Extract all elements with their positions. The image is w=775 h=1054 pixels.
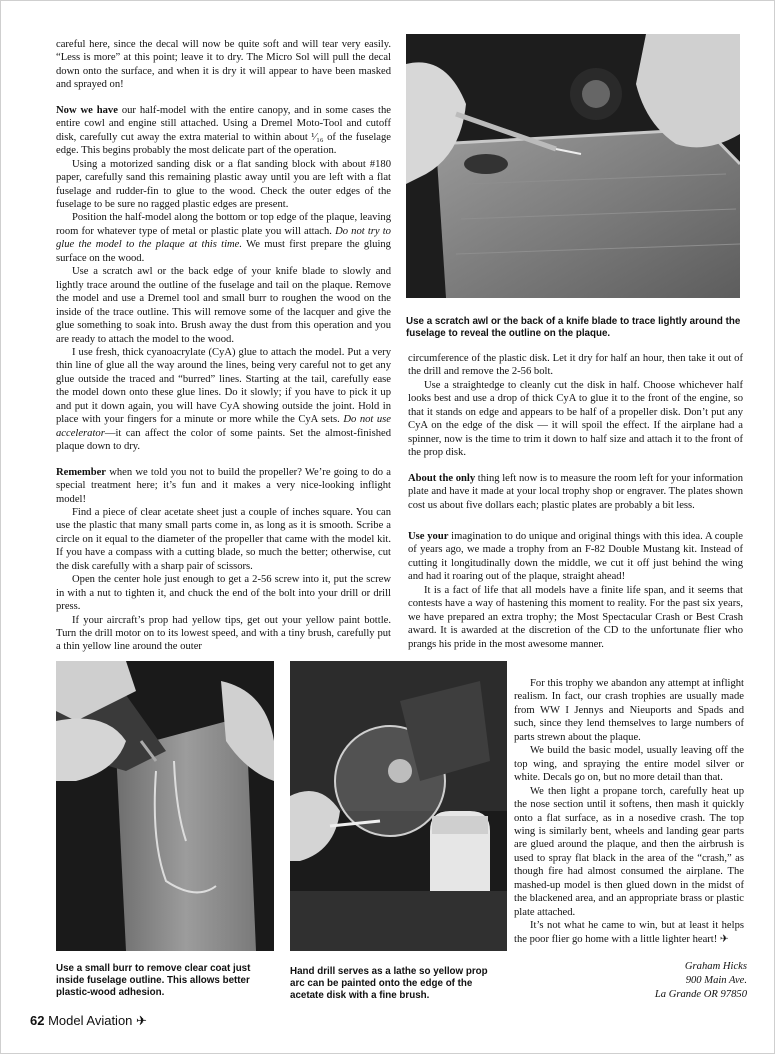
magazine-title: Model Aviation ✈ (48, 1013, 147, 1028)
paragraph-text: —it can affect the color of some paints. Set the almost-finished plaque down to dry. (56, 427, 391, 453)
section-lead: Use your (408, 530, 449, 542)
photo-illustration (406, 34, 740, 298)
paragraph: Open the center hole just enough to get a 2-56 screw into it, put the screw in with a nut to tighten it, and chuck the end of the bolt into your drill or drill press. (56, 574, 391, 613)
photo-illustration (290, 661, 507, 951)
caption-bottom-middle: Hand drill serves as a lathe so yellow prop arc can be painted onto the edge of the acetate disk with a fine brush. (290, 966, 488, 1001)
paragraph: Find a piece of clear acetate sheet just a couple of inches square. You can use the plastic that many small parts come in, as long as it is smooth. Scribe a circle on it equal to the diameter of the propeller that came with the model kit. If you have a compass with a cutting blade, so much the better; otherwise, cut the disk carefully with a sharp pair of scissors. (56, 506, 391, 572)
caption-top-right: Use a scratch awl or the back of a knife blade to trace lightly around the fuselage to reveal the outline on the plaque. (406, 316, 741, 339)
author-street: 900 Main Ave. (685, 974, 747, 986)
narrow-column (514, 677, 744, 946)
photo-scratch-awl (406, 34, 740, 298)
paragraph: We build the basic model, usually leaving off the top wing, and spraying the entire model silver or white. Decals go on, but no more detail than that. (514, 745, 744, 784)
page-footer (30, 1013, 147, 1029)
paragraph: careful here, since the decal will now be quite soft and will tear very easily. “Less is more” at this point; leave it to dry. The Micro Sol will pull the decal down onto the surface, and when it is dry it will appear to have been masked and sprayed on! (56, 39, 391, 91)
paragraph: It is a fact of life that all models have a finite life span, and it seems that contests have a way of hastening this moment to reality. For the past six years, we have prepared an extra trophy; the Most Spectacular Crash or Best Crash award. It is awarded at the discretion of the CD to the unfortunate flier who prangs his pride in the most awesome manner. (408, 584, 743, 650)
paragraph (56, 104, 391, 158)
paragraph: Use a scratch awl or the back edge of your knife blade to slowly and lightly trace around the outline of the fuselage and tail on the plaque. Remove the model and use a Dremel tool and small burr to roughen the wood on the inside of the trace outline. This will remove some of the lacquer and give the glue something to soak into. Brush away the dust from this operation and you are ready to attach the model to the wood. (56, 266, 391, 345)
paragraph: It’s not what he came to win, but at least it helps the poor flier go home with a little lighter heart! ✈ (514, 920, 744, 945)
section-lead: Remember (56, 466, 106, 478)
section-lead: About the only (408, 472, 476, 484)
photo-burr (56, 661, 274, 951)
emphasis: Do not use accelerator (56, 414, 391, 439)
caption-bottom-left: Use a small burr to remove clear coat just inside fuselage outline. This allows better plastic-wood adhesion. (56, 963, 251, 998)
emphasis: Do not try to glue the model to the plaque at this time. (56, 225, 391, 251)
paragraph-text: thing left now is to measure the room left for your information plate and have it made at your local trophy shop or engraver. The plates shown cost us about five dollars each; plastic plates are probably a bit less. (408, 472, 743, 511)
paragraph-text: our half-model with the entire canopy, and in some cases the entire cowl and engine still attached. Using a Dremel Moto-Tool and cutoff disk, carefully cut away the extra material to within about ¹⁄₁₆ of the fuselage edge. This begins probably the most delicate part of the operation. (56, 104, 392, 157)
paragraph-text: imagination to do unique and original things with this idea. A couple of years ago, we made a trophy from an F-82 Double Mustang kit. Instead of cutting it longitudinally down the middle, we cut it off just behind the wing and had it roaring out of the plaque, straight ahead! (408, 530, 743, 583)
author-name: Graham Hicks (684, 961, 747, 972)
right-column (408, 352, 743, 651)
page-number: 62 (30, 1013, 45, 1028)
paragraph: Use a straightedge to cleanly cut the disk in half. Choose whichever half looks best and use a drop of thick CyA to glue it to the front of the engine, so that it stands on edge and appears to be half of a propeller disk. Don’t put any CyA on the edge of the disk — it will spoil the effect. If the airplane had a spinner, now is the time to trim it down to half size and attach it to the front of the prop disk. (408, 379, 743, 459)
paragraph: We then light a propane torch, carefully heat up the nose section until it softens, then mash it quickly onto a flat surface, as in a nosedive crash. The top wing is similarly bent, wheels and landing gear parts are glued around the plaque, and then the airbrush is used to spray flat black in the area of the “crash,” as though fire had almost consumed the airplane. The mashed-up model is then glued down in the midst of the blackened area, and an appropriate brass or plastic plate attached. (514, 785, 744, 918)
paragraph (56, 466, 391, 506)
left-column (56, 38, 391, 654)
paragraph-text: when we told you not to build the propeller? We’re going to do a special treatment here; it’s fun and it makes a very nice-looking inflight model! (56, 466, 391, 505)
photo-illustration (56, 661, 274, 951)
paragraph: If your aircraft’s prop had yellow tips, get out your yellow paint bottle. Turn the drill motor on to its lowest speed, and with a tiny brush, carefully put a thin yellow line around the outer (56, 614, 391, 653)
paragraph (408, 530, 743, 584)
paragraph-text: Position the half-model along the bottom or top edge of the plaque, leaving room for whatever type of metal or plastic plate you will attach. (56, 212, 391, 237)
paragraph (56, 211, 391, 265)
author-city: La Grande OR 97850 (654, 988, 747, 1000)
paragraph-text: We must first prepare the gluing surface on the wood. (56, 239, 391, 264)
author-signature (655, 960, 747, 1001)
paragraph: For this trophy we abandon any attempt at inflight realism. In fact, our crash trophies are usually made from WW I Jennys and Nieuports and Spads and such, since they lend themselves to large numbers of parts strewn about the plaque. (514, 678, 744, 743)
paragraph (56, 346, 391, 454)
section-lead: Now we have (56, 104, 118, 116)
paragraph (408, 472, 743, 512)
paragraph: Using a motorized sanding disk or a flat sanding block with about #180 paper, carefully sand this remaining plastic away until you are left with a flat fuselage and rudder-fin to glue to the wood. Check the outer edges of the fuselage to be sure no ragged plastic edges are present. (56, 158, 391, 210)
paragraph: circumference of the plastic disk. Let it dry for half an hour, then take it out of the drill and remove the 2-56 bolt. (408, 353, 743, 378)
paragraph-text: I use fresh, thick cyanoacrylate (CyA) glue to attach the model. Put a very thin line of glue all the way around the lines, being very careful not to get any glue outside the traced and “burred” lines. Starting at the tail, carefully ease the model down onto these glue lines. Do it slowly; if you have to pick it up and put it down again, you will have CyA showing outside the joint. Hold in place with your fingers for a minute or more while the CyA sets. (56, 346, 391, 426)
photo-hand-drill (290, 661, 507, 951)
